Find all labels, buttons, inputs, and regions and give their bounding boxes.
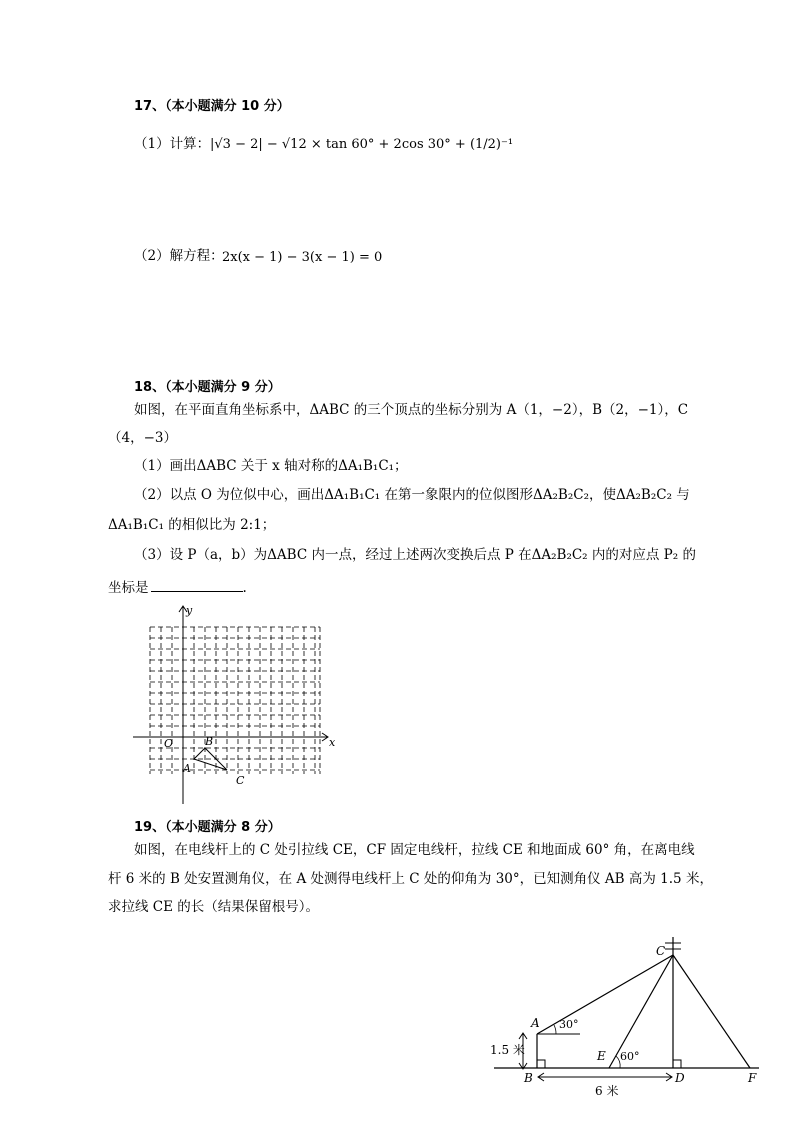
q19-line3: 求拉线 CE 的长（结果保留根号）。 bbox=[108, 899, 320, 915]
q17-part1-label: （1）计算： bbox=[134, 136, 211, 152]
q19-line1: 如图，在电线杆上的 C 处引拉线 CE，CF 固定电线杆，拉线 CE 和地面成 60° 角，在离电线 bbox=[134, 842, 695, 858]
label-d: D bbox=[675, 1071, 685, 1085]
wire-ce bbox=[609, 955, 673, 1068]
answer-blank[interactable] bbox=[151, 579, 243, 592]
q17-part1-expression: |√3 − 2| − √12 × tan 60° + 2cos 30° + (1/2)⁻¹ bbox=[210, 137, 514, 152]
utility-pole-figure bbox=[484, 925, 774, 1105]
q18-part3-line2 bbox=[108, 579, 247, 596]
origin-label: O bbox=[164, 737, 174, 750]
angle-30-label: 30° bbox=[559, 1018, 579, 1031]
q18-intro-line1: 如图，在平面直角坐标系中，ΔABC 的三个顶点的坐标分别为 A（1，−2），B（2，−1），C bbox=[134, 402, 689, 418]
q18-heading: 18、（本小题满分 9 分） bbox=[134, 380, 281, 395]
x-axis-label: x bbox=[329, 736, 336, 749]
point-c-label: C bbox=[236, 774, 245, 787]
q19-line2: 杆 6 米的 B 处安置测角仪，在 A 处测得电线杆上 C 处的仰角为 30°，已知测角仪 AB 高为 1.5 米， bbox=[108, 871, 713, 887]
label-f: F bbox=[748, 1071, 757, 1085]
y-axis-label: y bbox=[186, 604, 193, 617]
q18-part3-line1: （3）设 P（a，b）为ΔABC 内一点，经过上述两次变换后点 P 在ΔA₂B₂C₂ 内的对应点 P₂ 的 bbox=[134, 547, 696, 563]
angle-60-label: 60° bbox=[620, 1050, 640, 1063]
label-e: E bbox=[597, 1049, 606, 1063]
distance-label: 6 米 bbox=[595, 1084, 619, 1098]
q19-heading: 19、（本小题满分 8 分） bbox=[134, 820, 281, 835]
q18-part3-end: . bbox=[242, 580, 247, 596]
q18-part1: （1）画出ΔABC 关于 x 轴对称的ΔA₁B₁C₁； bbox=[134, 458, 408, 474]
q17-part2-label: （2）解方程： bbox=[134, 248, 224, 264]
q18-part3-prefix: 坐标是 bbox=[108, 580, 149, 596]
label-c: C bbox=[656, 944, 666, 958]
sight-line-ac bbox=[537, 955, 673, 1034]
q18-part2-line2: ΔA₁B₁C₁ 的相似比为 2:1； bbox=[108, 517, 276, 533]
q17-part2-expression: 2x(x − 1) − 3(x − 1) = 0 bbox=[222, 250, 383, 265]
q17-heading: 17、（本小题满分 10 分） bbox=[134, 99, 290, 114]
height-label: 1.5 米 bbox=[490, 1043, 525, 1057]
point-b-label: B bbox=[205, 735, 214, 748]
coordinate-grid-figure bbox=[128, 600, 338, 808]
wire-cf bbox=[673, 955, 750, 1068]
point-a-label: A bbox=[183, 762, 191, 775]
label-a: A bbox=[531, 1016, 540, 1030]
label-b: B bbox=[524, 1071, 533, 1085]
q18-intro-line2: （4，−3） bbox=[108, 430, 177, 446]
q18-part2-line1: （2）以点 O 为位似中心，画出ΔA₁B₁C₁ 在第一象限内的位似图形ΔA₂B₂C₂，使ΔA₂B₂C₂ 与 bbox=[134, 487, 690, 503]
